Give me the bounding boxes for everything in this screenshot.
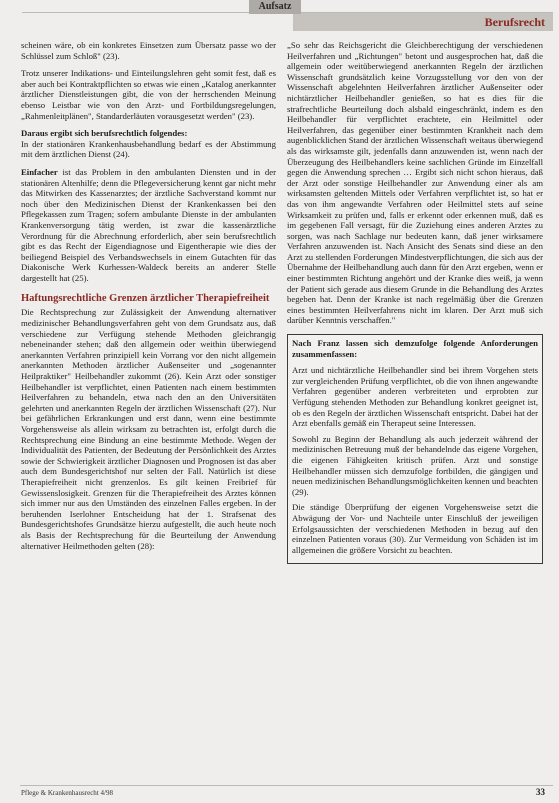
- footer-source: Pflege & Krankenhausrecht 4/98: [21, 789, 113, 797]
- right-column: [287, 40, 543, 564]
- left-column: [21, 40, 276, 558]
- summary-box: [287, 334, 543, 564]
- page-number: 33: [536, 787, 545, 797]
- summary-box-item: Sowohl zu Beginn der Behandlung als auch jederzeit während der medizinischen Betreuung muß der behandelnde das eigene Vorgehen, die eigenen Fähigkeiten kritisch prüfen. Arzt und sonstige Heilbehandler müssen sich demzufolge fortbilden, die gängigen und neuen medizinischen Behandlungsmöglichkeiten kennen und beachten (29).: [292, 433, 538, 497]
- paragraph: Trotz unserer Indikations- und Einteilungslehren geht somit fest, daß es aber auch bei Kontraktpflichten so etwas wie einen „Katalog anerkannter ärztlicher Dienstleistungen gibt, die von der herrschenden Meinung ebenso Leistbar wie von den Arzt- und Fortbildungsregelungen, „Rahmenleitplänen", Standarderläuten vorausgesetzt werden" (23).: [21, 68, 276, 121]
- summary-box-item: Arzt und nichtärztliche Heilbehandler sind bei ihrem Vorgehen stets zur vergleichenden Prüfung verpflichtet, ob die von ihnen angewandte Verfahren gegenüber anderen verbreiteten und erprobten zur Verfügung stehenden Methoden zur Behandlung konkret geeignet ist, ob es den Regeln der ärztlichen Wissenschaft entspricht. Dabei hat der Arzt ebenfalls gemäß ein Therapeut seine Interessen.: [292, 365, 538, 429]
- paragraph: Die Rechtsprechung zur Zulässigkeit der Anwendung alternativer medizinischer Behandlungsverfahren geht von dem Grundsatz aus, daß verschiedene zur Verfügung stehende Methoden gleichrangig nebeneinander stehen; daß den allgemein oder weithin überwiegend anerkannten Verfahren prinzipiell kein Vorrang vor den nicht allgemein anerkannten Methoden ärztlicher Außenseiter und „sogenannter Heilpraktiker" Heilbehandler zukommt (26). Kein Arzt oder sonstiger Heilbehandler ist verpflichtet, einen Patienten nach einem bestimmten Heilverfahren zu behandeln, etwa nach den an den Universitäten gelehrten und anerkannten Regeln der ärztlichen Wissenschaft (27). Nur bei gefährlichen Erkrankungen und erst dann, wenn eine bestimmte Vorgehensweise als allein wirksam zu betrachten ist, erfolgt durch die Rechtsprechung eine Bindung an eine bestimmte Methode. Wegen der Individualität des Patienten, der Bedeutung der Persönlichkeit des Arztes sowie der Schwierigkeit ärztlicher Diagnosen und Prognosen ist das aber auch dem Bundesgerichtshof nur selten der Fall. Natürlich ist diese Therapiefreiheit nicht grenzenlos. Es gilt keinen Freibrief für Gewissenslosigkeit. Grenzen für die Therapiefreiheit des Arztes können sich immer nur aus den Umständen des einzelnen Falles ergeben. In der beruhenden Iserlohner Entscheidung hat der 1. Strafsenat des Bundesgerichtshofes Grundsätze hierzu aufgestellt, die auch heute noch als Basis der Rechtsprechung für die Beurteilung der Anwendung alternativer Heilmethoden gelten (28):: [21, 307, 276, 551]
- section-heading: Haftungsrechtliche Grenzen ärztlicher Therapiefreiheit: [21, 293, 270, 305]
- paragraph-body: ist das Problem in den ambulanten Diensten und in der stationären Altenhilfe; denn die Pflegeversicherung kennt gar nicht mehr das Mitwirken des Kassenarztes; der ärztliche Sachverstand kommt nur noch über den Medizinischen Dienst der Krankenkassen bei den Pflegekassen zum Tragen; sofern ambulante Dienste in der ambulanten Krankenversorgung tätig werden, ist zwar die kassenärztliche Verordnung für die Abrechnung erforderlich, aber sein berufsrechtlich gibt es das Recht der Eigendiagnose und Eigentherapie wie dies der beiliegend Beispiel des Verbandswechsels in einem Gutachten für das Diakonische Werk Kurhessen-Waldeck bereits an anderer Stelle dargestellt hat (25).: [21, 166, 276, 283]
- category-label: Berufsrecht: [484, 15, 545, 29]
- quote-paragraph: „So sehr das Reichsgericht die Gleichberechtigung der verschiedenen Heilverfahren und „Richtungen" betont und ausgesprochen hat, daß die allgemein oder weitüberwiegend anerkannten Regeln der ärztlichen Wissenschaft grundsätzlich keine Vorzugsstellung vor den von der Wissenschaft abgelehnten Heilverfahren ärztlicher Außenseiter oder nichtärztlicher Heilbehandler genießen, so hat es dies für die strafrechtliche Beurteilung doch alsbald eingeschränkt, indem es den Heilbehandler für verpflichtet erachtete, ein Heilmittel oder Heilverfahren, das gegenüber einer bestimmten Krankheit nach dem augenblicklichen Stand der ärztlichen Wissenschaft weitaus überwiegend als das wirksamste gilt, jedenfalls dann anzuwenden ist, wenn nach der Überzeugung des Heilbehandlers keine sachlichen Gründe im Einzelfall gegen die Anwendung sprechen … Ergibt sich nicht schon hieraus, daß der Arzt oder sonstige Heilbehandler zur Anwendung einer als am wirksamsten geltenden Mittels oder Verfahren verpflichtet ist, so hat er das von ihm angewandte Verfahren oder Heilmittel stets auf seine Wirksamkeit zu prüfen und, falls er erkennt oder erkennen muß, daß es im gegebenen Fall versagt, für die Zuziehung eines anderen Arztes zu sorgen, was nach Sachlage nur bedeuten kann, daß jener wirksamere Verfahren anzuwenden ist. Nach Ansicht des Senats sind diese an den Arzt zu stellenden Forderungen Mindestverpflichtungen, die sich aus der Übernahme der Heilbehandlung auch dann für den Arzt ergeben, wenn er einer bestimmten Richtung angehört und der Kranke dies weiß, ja wenn der Patient sich gerade aus diesem Grunde in die Behandlung des Arztes begeben hat. Denn der Kranke ist nach regelmäßig über die Grenzen eines bestimmten Heilverfahrens nicht im klaren. Der Arzt muß sich darüber Kenntnis verschaffen.": [287, 40, 543, 326]
- paragraph-lead: Einfacher: [21, 166, 58, 177]
- summary-box-item: Die ständige Überprüfung der eigenen Vorgehensweise setzt die Abwägung der Vor- und Nachteile unter Einschluß der jeweiligen Erfolgsaussichten der verschiedenen Methoden in bezug auf den einzelnen Patienten voraus (30). Zur Vermeidung von Schäden ist im allgemeinen die größere Vorsicht zu beachten.: [292, 502, 538, 555]
- paragraph: scheinen wäre, ob ein konkretes Einsetzen zum Übersatz passe wo der Schlüssel zum Schloß" (23).: [21, 40, 276, 61]
- section-tab: Aufsatz: [249, 0, 301, 14]
- summary-box-heading: Nach Franz lassen sich demzufolge folgende Anforderungen zusammenfassen:: [292, 338, 538, 359]
- footer-rule: [20, 785, 553, 786]
- paragraph-lead: Daraus ergibt sich berufsrechtlich folgendes:: [21, 128, 188, 139]
- paragraph: [21, 167, 276, 284]
- paragraph: In der stationären Krankenhausbehandlung bedarf es der Abstimmung mit dem ärztlichen Dienst (24).: [21, 138, 276, 160]
